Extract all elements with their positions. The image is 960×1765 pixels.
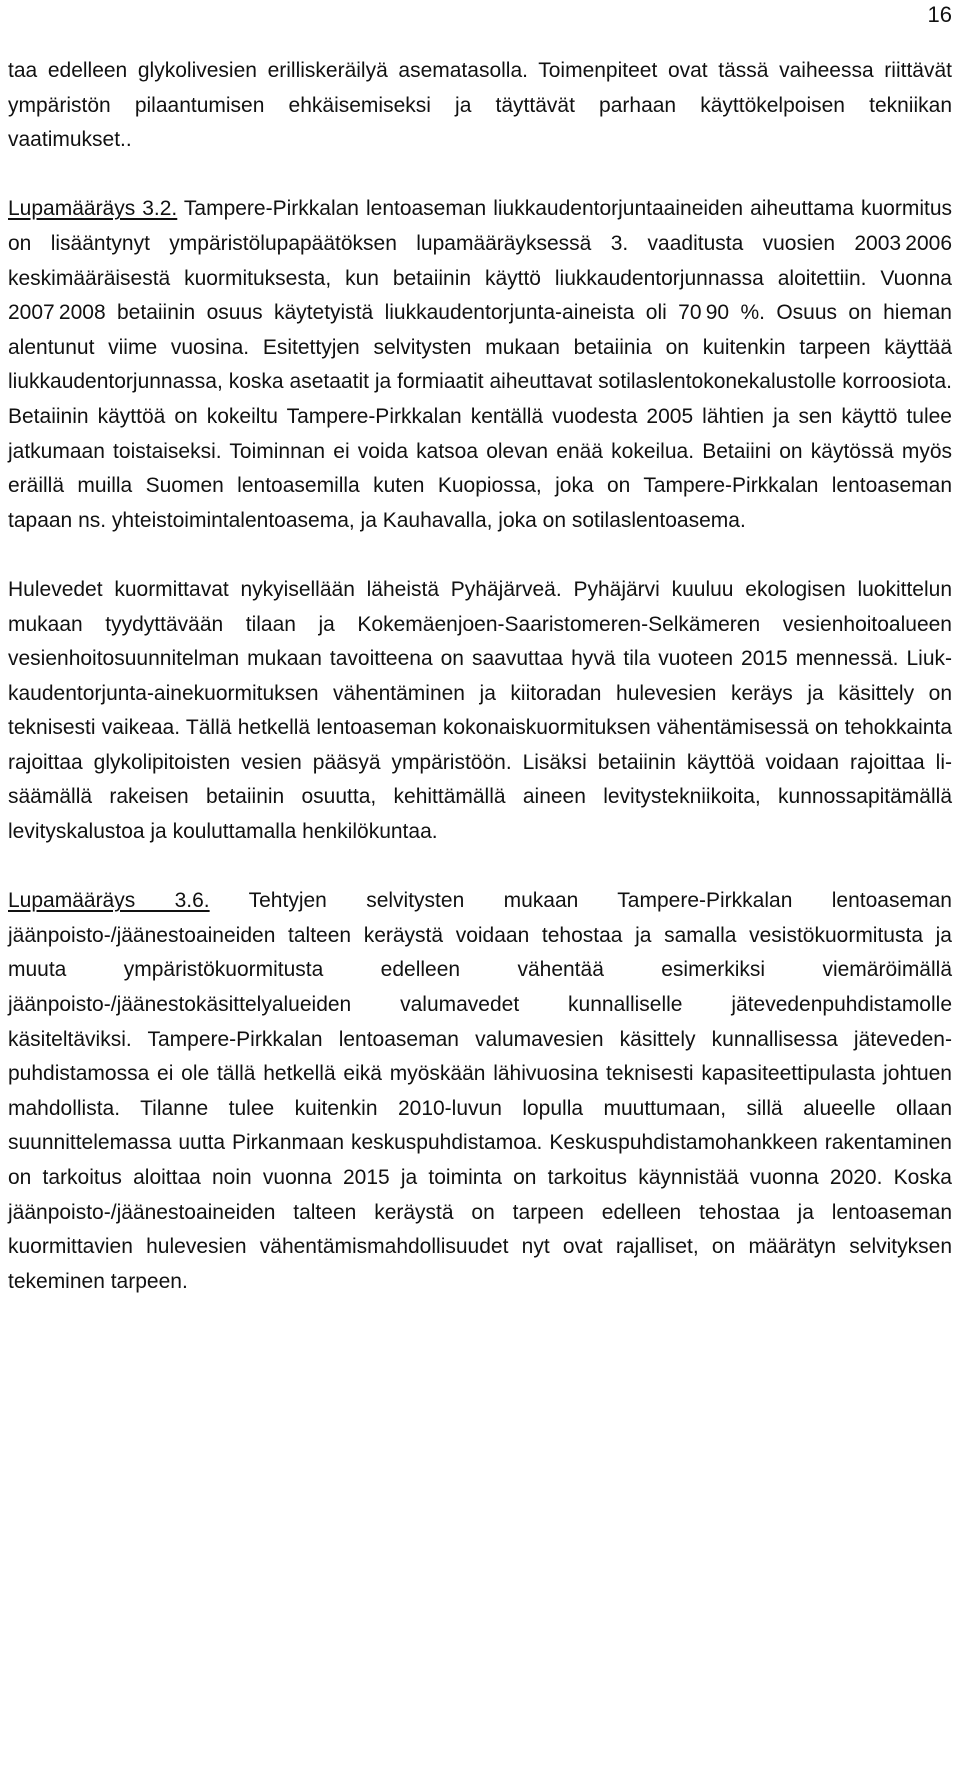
paragraph-stormwater [8,573,952,850]
paragraph-text: Tehtyjen selvitysten mukaan Tampere-Pirkkalan lentoaseman jäänpoisto-/jäänestoaineiden talteen keräystä voidaan tehostaa ja samalla vesistökuormitusta ja muuta ympäristökuormitusta edelleen vähentää esimerkiksi viemäröimällä jäänpoisto-/jäänestokäsittelyalueiden valumavedet kunnalliselle jätevedenpuhdistamolle käsiteltäviksi. Tampere-Pirkkalan lentoaseman valumavesien käsittely kunnallisessa jätevedenpuhdistamossa ei ole tällä hetkellä eikä myöskään lähivuosina teknisesti kapasiteettipulasta johtuen mahdollista. Tilanne tulee kuitenkin 2010-luvun lopulla muuttumaan, sillä alueelle ollaan suunnittelemassa uutta Pirkanmaan keskuspuhdistamoa. Keskuspuhdistamohankkeen rakentaminen on tarkoitus aloittaa noin vuonna 2015 ja toiminta on tarkoitus käynnistää vuonna 2020. Koska jäänpoisto-/jäänestoaineiden talteen keräystä on tarpeen edelleen tehostaa ja lentoaseman kuormittavien hulevesien vähentämismahdollisuudet nyt ovat rajalliset, on määrätyn selvityksen tekeminen tarpeen. [8,889,952,1293]
permit-reference-3-2: Lupamääräys 3.2. [8,197,178,221]
page-number: 16 [927,2,952,27]
document-body [8,54,952,1299]
paragraph-text: taa edelleen glykolivesien erilliskeräilyä asematasolla. Toimenpiteet ovat tässä vaiheessa riittävät ympäristön pilaantumisen ehkäisemiseksi ja täyttävät parhaan käyttökelpoisen tekniikan vaatimukset.. [8,59,952,152]
paragraph-permit-3-2 [8,192,952,538]
paragraph-text: Tampere-Pirkkalan lentoaseman liukkaudentorjuntaaineiden aiheuttama kuormitus on lisääntynyt ympäristölupapäätöksen lupamääräyksessä 3. vaaditusta vuosien 2003 2006 keskimääräisestä kuormituksesta, kun betaiinin käyttö liukkaudentorjunnassa aloitettiin. Vuonna 2007 2008 betaiinin osuus käytetyistä liukkaudentorjunta-aineista oli 70 90 %. Osuus on hieman alentunut viime vuosina. Esitettyjen selvitysten mukaan betaiinia on kuitenkin tarpeen käyttää liukkaudentorjunnassa, koska asetaatit ja formiaatit aiheuttavat sotilaslentokonekalustolle korroosiota. Betaiinin käyttöä on kokeiltu Tampere-Pirkkalan kentällä vuodesta 2005 lähtien ja sen käyttö tulee jatkumaan toistaiseksi. Toiminnan ei voida katsoa olevan enää kokeilua. Betaiini on käytössä myös eräillä muilla Suomen lentoasemilla kuten Kuopiossa, joka on Tampere-Pirkkalan lentoaseman tapaan ns. yhteistoimintalentoasema, ja Kauhavalla, joka on sotilaslentoasema. [8,197,953,532]
paragraph-glycol-collection [8,54,952,158]
permit-reference-3-6: Lupamääräys 3.6. [8,889,210,913]
paragraph-text: Hulevedet kuormittavat nykyisellään läheistä Pyhäjärveä. Pyhäjärvi kuuluu ekologisen luokittelun mukaan tyydyttävään tilaan ja Kokemäenjoen-Saaristomeren-Selkämeren vesienhoitoalueen vesienhoitosuunnitelman mukaan tavoitteena on saavuttaa hyvä tila vuoteen 2015 mennessä. Liukkaudentorjunta-ainekuormituksen vähentäminen ja kiitoradan hulevesien keräys ja käsittely on teknisesti vaikeaa. Tällä hetkellä lentoaseman kokonaiskuormituksen vähentämisessä on tehokkainta rajoittaa glykolipitoisten vesien pääsyä ympäristöön. Lisäksi betaiinin käyttöä voidaan rajoittaa lisäämällä rakeisen betaiinin osuutta, kehittämällä aineen levitystekniikoita, kunnossapitämällä levityskalustoa ja kouluttamalla henkilökuntaa. [8,577,952,844]
paragraph-permit-3-6 [8,884,952,1299]
